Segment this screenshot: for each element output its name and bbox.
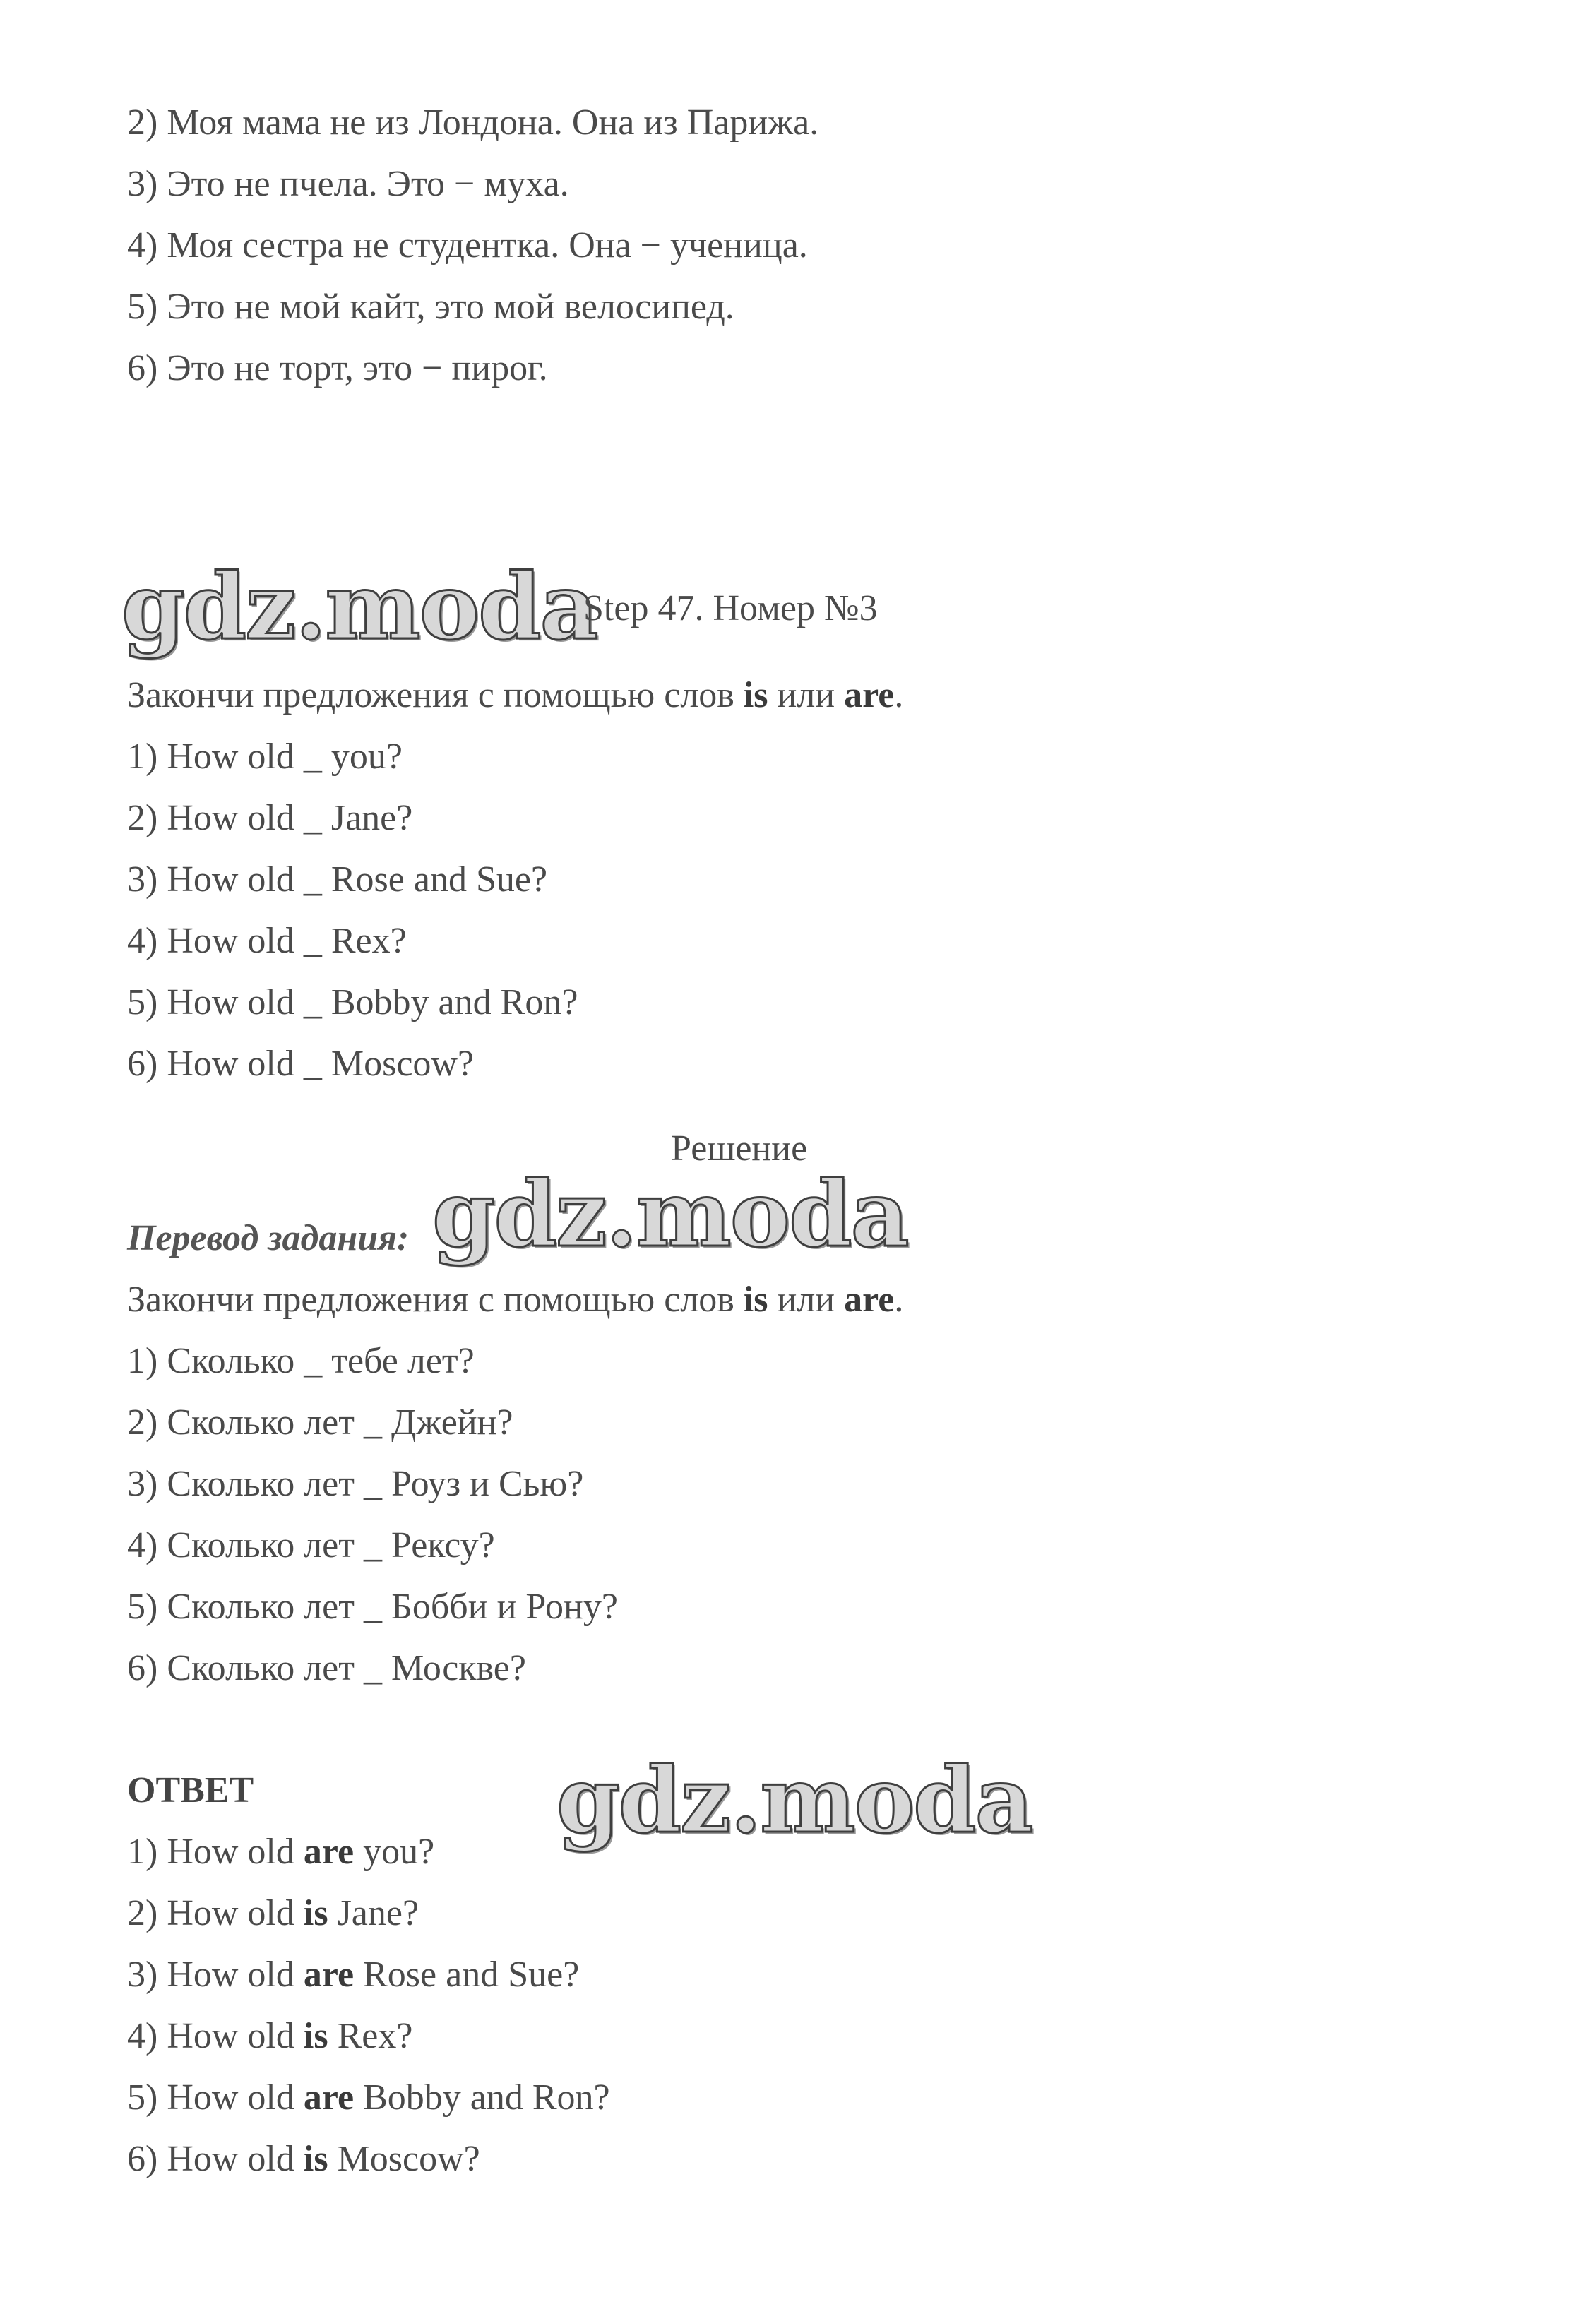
- watermark-logo: gdz.moda: [432, 1162, 908, 1267]
- task-item: 6) How old _ Moscow?: [127, 1044, 475, 1084]
- answer-item: 6) How old is Moscow?: [127, 2139, 480, 2179]
- answer-item: 5) How old are Bobby and Ron?: [127, 2077, 610, 2118]
- answer-item: 1) How old are you?: [127, 1832, 435, 1872]
- watermark-logo: gdz.moda: [556, 1748, 1032, 1854]
- solution-item: 5) Сколько лет _ Бобби и Рону?: [127, 1587, 618, 1627]
- task-item: 1) How old _ you?: [127, 736, 403, 777]
- solution-item: 1) Сколько _ тебе лет?: [127, 1341, 475, 1381]
- solution-item: 2) Сколько лет _ Джейн?: [127, 1402, 513, 1443]
- solution-title: Решение: [671, 1128, 808, 1169]
- task-item: 5) How old _ Bobby and Ron?: [127, 982, 578, 1022]
- answer-item: 2) How old is Jane?: [127, 1893, 419, 1933]
- task-item: 3) How old _ Rose and Sue?: [127, 859, 548, 900]
- solution-item: 3) Сколько лет _ Роуз и Сью?: [127, 1464, 584, 1504]
- solution-instruction: Закончи предложения с помощью слов is или are.: [127, 1279, 904, 1320]
- solution-item: 4) Сколько лет _ Рексу?: [127, 1525, 495, 1565]
- answer-item: 4) How old is Rex?: [127, 2016, 413, 2056]
- task-title: Step 47. Номер №3: [583, 588, 878, 628]
- solution-item: 6) Сколько лет _ Москве?: [127, 1648, 526, 1688]
- task-item: 4) How old _ Rex?: [127, 921, 407, 961]
- top-list-item: 5) Это не мой кайт, это мой велосипед.: [127, 287, 734, 327]
- task-item: 2) How old _ Jane?: [127, 798, 413, 838]
- translation-label: Перевод задания:: [127, 1218, 410, 1258]
- task-instruction: Закончи предложения с помощью слов is или are.: [127, 675, 904, 715]
- top-list-item: 3) Это не пчела. Это − муха.: [127, 164, 569, 204]
- top-list-item: 4) Моя сестра не студентка. Она − ученица.: [127, 225, 808, 265]
- answer-item: 3) How old are Rose and Sue?: [127, 1955, 580, 1995]
- watermark-logo: gdz.moda: [121, 554, 597, 660]
- answer-label: ОТВЕТ: [127, 1770, 254, 1810]
- top-list-item: 2) Моя мама не из Лондона. Она из Парижа.: [127, 102, 819, 143]
- top-list-item: 6) Это не торт, это − пирог.: [127, 348, 548, 388]
